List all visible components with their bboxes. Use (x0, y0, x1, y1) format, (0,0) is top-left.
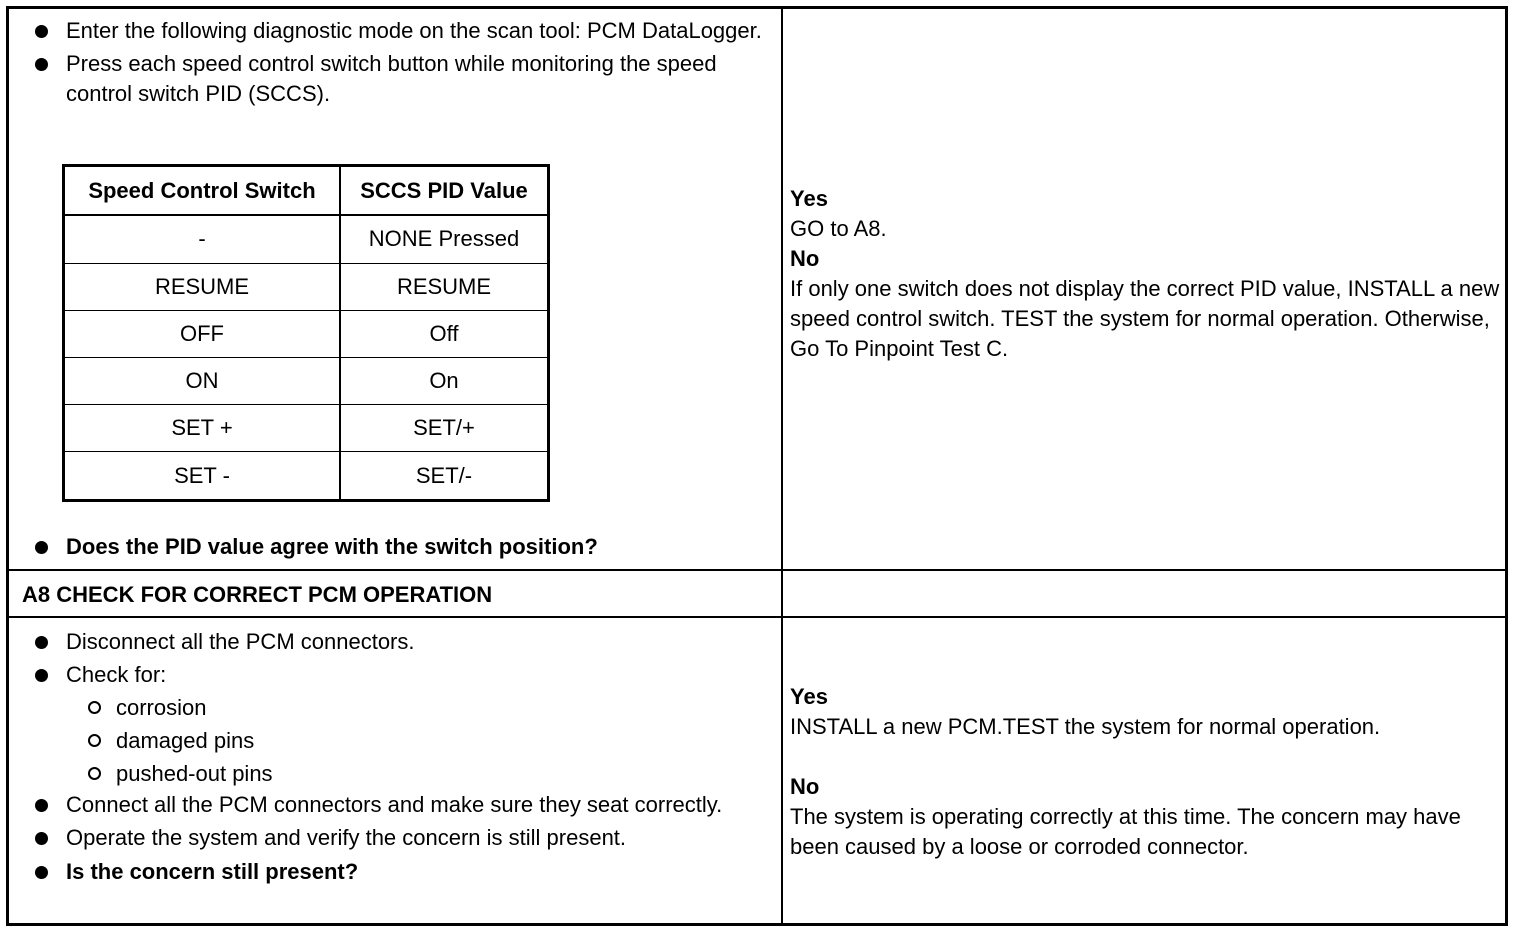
a7-no-text: If only one switch does not display the correct PID value, INSTALL a new speed control switch. TEST the system for normal operation. Otherwise, Go To Pinpoint Test C. (790, 276, 1500, 361)
table-header-row (64, 166, 549, 216)
a8-instructions (8, 627, 768, 887)
pid-value-cell: Off (340, 310, 549, 357)
column-divider (781, 6, 783, 926)
a7-question: Does the PID value agree with the switch position? (8, 532, 768, 562)
a7-no-label: No (790, 246, 820, 271)
a8-bullet-disconnect: Disconnect all the PCM connectors. (8, 627, 768, 657)
col-header-pid-value: SCCS PID Value (340, 166, 549, 216)
a7-bullet-diagnostic-mode: Enter the following diagnostic mode on the scan tool: PCM DataLogger. (8, 16, 768, 46)
check-item-damaged-pins: damaged pins (8, 724, 768, 757)
table-row (64, 357, 549, 404)
pid-value-cell: SET/+ (340, 405, 549, 452)
a7-yes-text: GO to A8. (790, 216, 887, 241)
pid-value-cell: SET/- (340, 452, 549, 501)
switch-cell: RESUME (64, 263, 341, 310)
a7-yes-label: Yes (790, 186, 828, 211)
pid-value-cell: On (340, 357, 549, 404)
switch-pid-table (62, 164, 550, 502)
switch-cell: OFF (64, 310, 341, 357)
a8-yes-text: INSTALL a new PCM.TEST the system for normal operation. (790, 714, 1381, 739)
col-header-switch: Speed Control Switch (64, 166, 341, 216)
a8-bullet-operate: Operate the system and verify the concern is still present. (8, 823, 768, 853)
switch-cell: - (64, 215, 341, 263)
pid-value-cell: RESUME (340, 263, 549, 310)
pid-value-cell: NONE Pressed (340, 215, 549, 263)
switch-cell: SET - (64, 452, 341, 501)
a8-question: Is the concern still present? (8, 857, 768, 887)
a8-yes-label: Yes (790, 684, 828, 709)
a7-bullet-press-switches: Press each speed control switch button while monitoring the speed control switch PID (SCCS). (8, 49, 768, 109)
a7-result (790, 184, 1500, 364)
a8-no-label: No (790, 774, 820, 799)
table-row (64, 310, 549, 357)
switch-cell: SET + (64, 405, 341, 452)
a7-instructions (8, 16, 768, 109)
a8-result (790, 682, 1500, 862)
a8-bullet-check-for: Check for: (8, 660, 768, 690)
check-item-corrosion: corrosion (8, 691, 768, 724)
a8-no-text: The system is operating correctly at this time. The concern may have been caused by a loose or corroded connector. (790, 804, 1461, 859)
table-row (64, 263, 549, 310)
a7-question-block (8, 532, 768, 562)
a8-step-title: A8 CHECK FOR CORRECT PCM OPERATION (22, 582, 493, 607)
row-divider (6, 569, 1508, 571)
row-divider (6, 616, 1508, 618)
table-row (64, 452, 549, 501)
table-row (64, 215, 549, 263)
check-item-pushed-out-pins: pushed-out pins (8, 757, 768, 790)
table-row (64, 405, 549, 452)
switch-cell: ON (64, 357, 341, 404)
a8-bullet-connect: Connect all the PCM connectors and make sure they seat correctly. (8, 790, 726, 820)
